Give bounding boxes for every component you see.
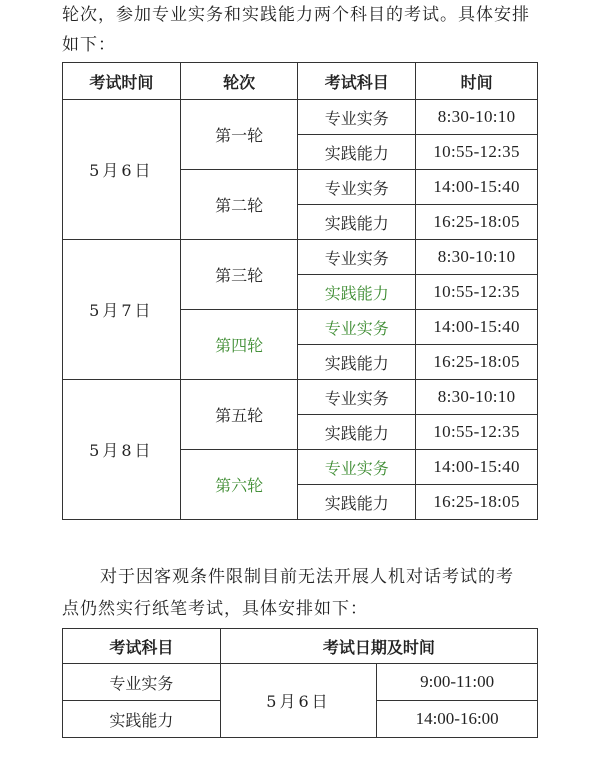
schedule-header-row	[63, 63, 538, 100]
subject-cell: 实践能力	[298, 485, 416, 520]
date-cell: 5月6日	[63, 100, 181, 240]
subject-cell: 专业实务	[298, 450, 416, 485]
date-cell: 5月6日	[220, 664, 377, 738]
header-round: 轮次	[180, 63, 298, 100]
time-cell: 16:25-18:05	[416, 205, 538, 240]
table-row	[63, 380, 538, 415]
header-subject: 考试科目	[63, 629, 221, 664]
time-cell: 16:25-18:05	[416, 345, 538, 380]
subject-cell: 专业实务	[298, 380, 416, 415]
subject-cell: 实践能力	[298, 135, 416, 170]
intro-line-1: 轮次，参加专业实务和实践能力两个科目的考试。具体安排	[62, 5, 530, 25]
time-cell: 10:55-12:35	[416, 275, 538, 310]
schedule-table	[62, 62, 538, 520]
subject-cell: 专业实务	[63, 664, 221, 701]
time-cell: 10:55-12:35	[416, 135, 538, 170]
date-cell: 5月7日	[63, 240, 181, 380]
subject-cell: 专业实务	[298, 100, 416, 135]
time-cell: 14:00-16:00	[377, 701, 538, 738]
paper-paragraph-line-2: 点仍然实行纸笔考试，具体安排如下：	[62, 599, 368, 619]
header-subject: 考试科目	[298, 63, 416, 100]
time-cell: 8:30-10:10	[416, 240, 538, 275]
time-cell: 14:00-15:40	[416, 310, 538, 345]
subject-cell: 专业实务	[298, 310, 416, 345]
subject-cell: 实践能力	[298, 415, 416, 450]
round-cell: 第四轮	[180, 310, 298, 380]
time-cell: 14:00-15:40	[416, 450, 538, 485]
time-cell: 8:30-10:10	[416, 380, 538, 415]
paper-paragraph-line-1: 对于因客观条件限制目前无法开展人机对话考试的考	[100, 567, 514, 587]
round-cell: 第五轮	[180, 380, 298, 450]
table-row	[63, 100, 538, 135]
time-cell: 9:00-11:00	[377, 664, 538, 701]
time-cell: 16:25-18:05	[416, 485, 538, 520]
paper-header-row	[63, 629, 538, 664]
subject-cell: 实践能力	[298, 345, 416, 380]
subject-cell: 专业实务	[298, 240, 416, 275]
subject-cell: 实践能力	[298, 205, 416, 240]
table-row	[63, 664, 538, 701]
round-cell: 第六轮	[180, 450, 298, 520]
subject-cell: 专业实务	[298, 170, 416, 205]
intro-line-2: 如下：	[62, 35, 116, 55]
subject-cell: 实践能力	[63, 701, 221, 738]
time-cell: 10:55-12:35	[416, 415, 538, 450]
round-cell: 第三轮	[180, 240, 298, 310]
header-time: 时间	[416, 63, 538, 100]
round-cell: 第二轮	[180, 170, 298, 240]
subject-cell: 实践能力	[298, 275, 416, 310]
table-row	[63, 240, 538, 275]
time-cell: 14:00-15:40	[416, 170, 538, 205]
paper-table	[62, 628, 538, 738]
round-cell: 第一轮	[180, 100, 298, 170]
header-exam-time: 考试时间	[63, 63, 181, 100]
header-date-time: 考试日期及时间	[220, 629, 537, 664]
date-cell: 5月8日	[63, 380, 181, 520]
time-cell: 8:30-10:10	[416, 100, 538, 135]
